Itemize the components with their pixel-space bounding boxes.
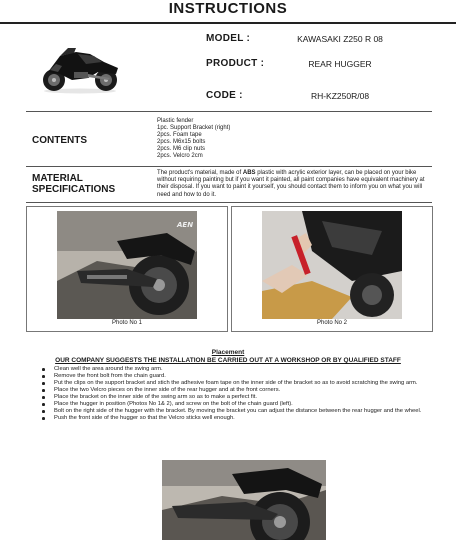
list-item: 2pcs. M6x15 bolts [157,139,206,145]
placement-warning: OUR COMPANY SUGGESTS THE INSTALLATION BE CARRIED OUT AT A WORKSHOP OR BY QUALIFIED STAFF [55,357,401,364]
code-value: RH-KZ250R/08 [310,91,370,101]
material-label: MATERIAL SPECIFICATIONS [32,173,116,195]
model-label: MODEL : [206,33,251,44]
photo-watermark: AEN [177,221,194,229]
photo-frame-2 [231,206,433,332]
list-item: Push the front side of the hugger so that the Velcro sticks well enough. [40,415,432,422]
placement-title: Placement [211,349,245,356]
header-divider [26,111,432,112]
material-description: The product's material, made of ABS plastic with acrylic exterior layer, can be placed on your bike without requiring painting but if you want it painted, all paint companies have equivalent machinery at their disposal. If you want to paint it yourself, you should contact them to inform you on what you will need and how to do it. [157,170,425,198]
contents-list [157,118,230,160]
list-item: Plastic fender [157,118,194,124]
product-label: PRODUCT : [206,58,265,69]
contents-label: CONTENTS [32,135,87,146]
list-item: 2pcs. Velcro 2cm [157,153,203,159]
photo-1-image [57,211,197,319]
photo-1-caption: Photo No 1 [111,320,143,326]
list-item: Place the bracket on the inner side of the swing arm so as to make a perfect fit. [40,394,432,401]
photo-frame-1 [26,206,228,332]
installed-hugger-photo [162,460,326,540]
list-item: Place the hugger in position (Photos No 1& 2), and screw on the bolt of the chain guard (left). [40,401,432,408]
list-item: 2pcs. Foam tape [157,132,202,138]
list-item: Remove the front bolt from the chain guard. [40,373,432,380]
title-divider [0,22,456,24]
model-value: KAWASAKI Z250 R 08 [297,34,383,44]
photo-2-image [262,211,402,319]
list-item: 1pc. Support Bracket (right) [157,125,231,131]
photo-2-caption: Photo No 2 [316,320,348,326]
product-value: REAR HUGGER [308,59,372,69]
material-divider [26,202,432,203]
page-title: INSTRUCTIONS [168,0,288,17]
list-item: Clean well the area around the swing arm. [40,366,432,373]
list-item: Put the clips on the support bracket and stich the adhesive foam tape on the inner side of the bracket so as to avoid scratching the swing arm. [40,380,432,387]
placement-steps [40,366,432,422]
motorcycle-image [38,42,122,94]
contents-divider [26,166,432,167]
list-item: Bolt on the right side of the hugger with the bracket. By moving the bracket you can adjust the distance between the rear hugger and the wheel. [40,408,432,415]
code-label: CODE : [206,90,243,101]
list-item: Place the two Velcro pieces on the inner side of the rear hugger and at the front corners. [40,387,432,394]
list-item: 2pcs. M6 clip nuts [157,146,206,152]
